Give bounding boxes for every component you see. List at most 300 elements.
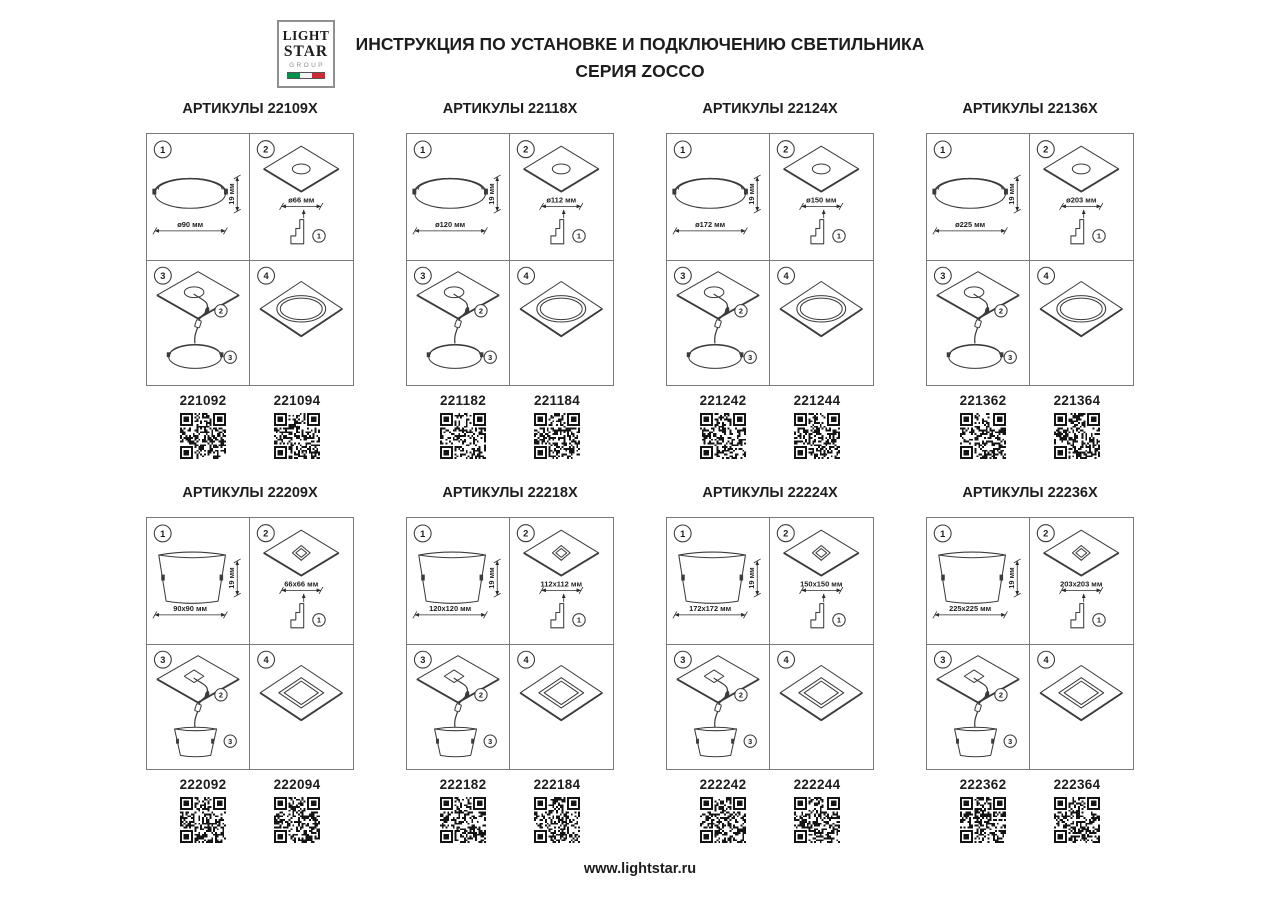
- svg-text:1: 1: [836, 231, 842, 241]
- product-code-column: [1036, 393, 1118, 459]
- diagram-drawing: [250, 518, 353, 644]
- logo-word-light: LIGHT: [282, 28, 330, 44]
- diagram-step-2: [1030, 134, 1133, 261]
- diagram-drawing: [250, 645, 353, 769]
- svg-text:4: 4: [1043, 270, 1049, 281]
- panel-header: АРТИКУЛЫ 22124X: [702, 101, 838, 117]
- svg-text:2: 2: [263, 144, 269, 155]
- installation-diagram-grid: [406, 517, 614, 770]
- svg-text:3: 3: [420, 270, 426, 281]
- svg-text:1: 1: [1096, 231, 1102, 241]
- product-codes: [146, 777, 354, 843]
- step-ref-badge: [1004, 351, 1016, 363]
- step-ref-badge: [573, 614, 585, 626]
- product-code-column: [776, 777, 858, 843]
- step-number-badge: [414, 141, 431, 158]
- diagram-step-1: [147, 518, 250, 645]
- ceiling-panel: [780, 666, 862, 721]
- fixture-side-view: [679, 552, 746, 603]
- svg-text:2: 2: [998, 306, 1003, 316]
- height-dimension: [1007, 175, 1021, 213]
- fixture-side-view: [159, 552, 226, 603]
- diagram-drawing: [147, 645, 249, 769]
- step-number-badge: [778, 651, 795, 668]
- ceiling-panel: [1044, 146, 1119, 191]
- panel-5: [146, 485, 354, 843]
- step-number-badge: [934, 525, 951, 542]
- svg-text:1: 1: [576, 231, 582, 241]
- title-line-2: СЕРИЯ ZOCCO: [575, 61, 705, 81]
- product-code-column: [256, 393, 338, 459]
- step-ref-badge: [744, 735, 756, 747]
- svg-text:3: 3: [748, 352, 753, 362]
- svg-text:1: 1: [420, 144, 426, 155]
- panels-row-top: [146, 101, 1134, 459]
- width-dimension: [673, 220, 748, 234]
- diagram-step-4: [510, 261, 613, 385]
- width-dimension: [933, 604, 1008, 618]
- height-dimension: [227, 175, 241, 213]
- svg-text:1: 1: [420, 528, 426, 539]
- qr-code: [440, 413, 486, 459]
- svg-text:4: 4: [523, 270, 529, 281]
- svg-text:2: 2: [998, 690, 1003, 700]
- step-number-badge: [517, 141, 534, 158]
- ceiling-cutout-hole: [292, 164, 310, 174]
- product-code-column: [256, 777, 338, 843]
- product-code: 221182: [439, 393, 487, 408]
- step-ref-badge: [735, 689, 747, 701]
- product-codes: [146, 393, 354, 459]
- fixture-hanging: [955, 727, 997, 757]
- document-title: [0, 28, 1280, 85]
- panel-header: АРТИКУЛЫ 22224X: [702, 485, 838, 501]
- installation-diagram-grid: [666, 517, 874, 770]
- diagram-drawing: [250, 261, 353, 385]
- qr-code: [700, 413, 746, 459]
- svg-text:ø172 мм: ø172 мм: [695, 219, 726, 229]
- svg-text:2: 2: [218, 690, 223, 700]
- fixture-side-view: [932, 178, 1008, 208]
- svg-text:2: 2: [523, 528, 529, 539]
- step-ref-badge: [484, 735, 496, 747]
- diagram-step-3: [927, 645, 1030, 769]
- svg-text:1: 1: [160, 528, 166, 539]
- mounting-clip-profile-icon: [811, 594, 824, 628]
- svg-text:120x120 мм: 120x120 мм: [429, 603, 472, 613]
- svg-text:172x172 мм: 172x172 мм: [689, 603, 732, 613]
- step-ref-badge: [484, 351, 496, 363]
- svg-text:3: 3: [1008, 352, 1013, 362]
- svg-text:3: 3: [488, 736, 493, 746]
- installation-diagram-grid: [926, 517, 1134, 770]
- product-code-column: [942, 393, 1024, 459]
- svg-text:19 мм: 19 мм: [487, 567, 497, 589]
- qr-code: [794, 413, 840, 459]
- qr-code: [960, 413, 1006, 459]
- diagram-step-4: [250, 261, 353, 385]
- step-ref-badge: [1093, 614, 1105, 626]
- diagram-drawing: [407, 134, 509, 260]
- product-codes: [926, 393, 1134, 459]
- svg-text:19 мм: 19 мм: [747, 567, 757, 589]
- diagram-drawing: [1030, 134, 1133, 260]
- diagram-drawing: [770, 261, 873, 385]
- fixture-side-view: [412, 178, 488, 208]
- width-dimension: [153, 220, 228, 234]
- product-code-column: [422, 777, 504, 843]
- diagram-step-3: [667, 645, 770, 769]
- svg-text:90x90 мм: 90x90 мм: [173, 603, 208, 613]
- qr-code: [700, 797, 746, 843]
- svg-text:1: 1: [940, 144, 946, 155]
- step-number-badge: [934, 267, 951, 284]
- diagram-drawing: [510, 261, 613, 385]
- width-dimension: [280, 579, 323, 593]
- mounting-clip-profile-icon: [291, 210, 304, 244]
- step-number-badge: [674, 267, 691, 284]
- svg-text:19 мм: 19 мм: [487, 183, 497, 205]
- ceiling-panel: [264, 530, 339, 575]
- fixture-hanging: [947, 344, 1004, 368]
- diagram-step-2: [250, 134, 353, 261]
- svg-text:3: 3: [160, 654, 166, 665]
- svg-text:1: 1: [1096, 615, 1102, 625]
- fixture-installed: [539, 678, 584, 708]
- product-code: 222182: [439, 777, 487, 792]
- step-number-badge: [154, 141, 171, 158]
- product-code: 222094: [273, 777, 321, 792]
- width-dimension: [800, 579, 843, 593]
- panel-4: [926, 101, 1134, 459]
- svg-text:1: 1: [836, 615, 842, 625]
- mounting-clip-profile-icon: [1071, 594, 1084, 628]
- svg-text:ø66 мм: ø66 мм: [288, 195, 315, 205]
- diagram-drawing: [510, 518, 613, 644]
- height-dimension: [487, 559, 501, 597]
- diagram-step-2: [510, 518, 613, 645]
- product-code: 222092: [179, 777, 227, 792]
- svg-text:3: 3: [228, 736, 233, 746]
- diagram-drawing: [667, 645, 769, 769]
- width-dimension: [1060, 195, 1103, 209]
- width-dimension: [800, 195, 843, 209]
- product-code-column: [162, 777, 244, 843]
- svg-text:4: 4: [263, 654, 269, 665]
- step-number-badge: [257, 141, 274, 158]
- diagram-drawing: [1030, 261, 1133, 385]
- qr-code: [180, 413, 226, 459]
- svg-text:ø203 мм: ø203 мм: [1066, 195, 1097, 205]
- logo-word-star: STAR: [283, 42, 329, 60]
- svg-text:2: 2: [478, 690, 483, 700]
- step-number-badge: [1038, 267, 1055, 284]
- ceiling-cutout-hole: [444, 287, 464, 298]
- ceiling-cutout-hole: [964, 670, 984, 683]
- fixture-installed: [279, 678, 324, 708]
- installation-diagram-grid: [146, 133, 354, 386]
- svg-text:2: 2: [478, 306, 483, 316]
- mounting-clip-profile-icon: [551, 594, 564, 628]
- step-number-badge: [1037, 525, 1054, 542]
- diagram-drawing: [510, 645, 613, 769]
- svg-text:19 мм: 19 мм: [227, 567, 237, 589]
- product-code: 222362: [959, 777, 1007, 792]
- ceiling-panel: [520, 282, 602, 337]
- svg-text:3: 3: [940, 270, 946, 281]
- step-ref-badge: [313, 230, 325, 242]
- svg-text:4: 4: [263, 270, 269, 281]
- panel-header: АРТИКУЛЫ 22109X: [182, 101, 318, 117]
- product-code-column: [776, 393, 858, 459]
- svg-text:2: 2: [783, 528, 789, 539]
- logo-word-group: GROUP: [289, 61, 325, 69]
- width-dimension: [1060, 579, 1103, 593]
- width-dimension: [413, 220, 488, 234]
- svg-text:150x150 мм: 150x150 мм: [800, 579, 843, 589]
- step-number-badge: [258, 651, 275, 668]
- ceiling-panel: [264, 146, 339, 191]
- fixture-hanging: [687, 344, 744, 368]
- step-ref-badge: [313, 614, 325, 626]
- ceiling-panel: [260, 666, 342, 721]
- panel-header: АРТИКУЛЫ 22118X: [442, 101, 578, 117]
- width-dimension: [280, 195, 323, 209]
- height-dimension: [747, 559, 761, 597]
- product-code: 221244: [793, 393, 841, 408]
- ceiling-cutout-hole: [812, 164, 830, 174]
- fixture-installed: [537, 296, 586, 322]
- diagram-step-1: [927, 518, 1030, 645]
- svg-text:3: 3: [940, 654, 946, 665]
- panels-row-bottom: [146, 485, 1134, 843]
- qr-code: [1054, 797, 1100, 843]
- product-code: 221184: [533, 393, 581, 408]
- mounting-clip-profile-icon: [811, 210, 824, 244]
- ceiling-panel: [784, 530, 859, 575]
- qr-code: [274, 797, 320, 843]
- mounting-clip-profile-icon: [291, 594, 304, 628]
- diagram-step-1: [407, 134, 510, 261]
- product-code-column: [516, 393, 598, 459]
- step-number-badge: [518, 651, 535, 668]
- website-url: www.lightstar.ru: [583, 861, 697, 877]
- mounting-clip-profile-icon: [551, 210, 564, 244]
- step-number-badge: [778, 267, 795, 284]
- step-number-badge: [934, 141, 951, 158]
- step-number-badge: [154, 525, 171, 542]
- step-number-badge: [517, 525, 534, 542]
- ceiling-cutout-hole: [1072, 546, 1090, 561]
- diagram-drawing: [927, 518, 1029, 644]
- panel-2: [406, 101, 614, 459]
- svg-text:ø120 мм: ø120 мм: [435, 219, 466, 229]
- step-ref-badge: [744, 351, 756, 363]
- product-code: 221364: [1053, 393, 1101, 408]
- ceiling-panel: [780, 282, 862, 337]
- step-number-badge: [674, 141, 691, 158]
- svg-text:1: 1: [316, 615, 322, 625]
- diagram-step-3: [407, 261, 510, 385]
- svg-text:2: 2: [738, 690, 743, 700]
- svg-text:ø225 мм: ø225 мм: [955, 219, 986, 229]
- diagram-step-4: [770, 261, 873, 385]
- ceiling-cutout-hole: [1072, 164, 1090, 174]
- step-number-badge: [674, 651, 691, 668]
- diagram-drawing: [147, 134, 249, 260]
- installation-diagram-grid: [666, 133, 874, 386]
- diagram-drawing: [407, 518, 509, 644]
- diagram-step-2: [510, 134, 613, 261]
- step-number-badge: [258, 267, 275, 284]
- step-ref-badge: [995, 305, 1007, 317]
- step-number-badge: [777, 141, 794, 158]
- svg-text:ø112 мм: ø112 мм: [546, 195, 577, 205]
- ceiling-cutout-hole: [292, 546, 310, 561]
- step-number-badge: [154, 267, 171, 284]
- product-code-column: [516, 777, 598, 843]
- fixture-hanging: [695, 727, 737, 757]
- product-code-column: [1036, 777, 1118, 843]
- ceiling-cutout-hole: [444, 670, 464, 683]
- diagram-step-2: [250, 518, 353, 645]
- product-code: 222184: [533, 777, 581, 792]
- step-ref-badge: [995, 689, 1007, 701]
- step-ref-badge: [1093, 230, 1105, 242]
- svg-text:3: 3: [680, 270, 686, 281]
- ceiling-cutout-hole: [552, 546, 570, 561]
- panel-6: [406, 485, 614, 843]
- ceiling-cutout-hole: [704, 287, 724, 298]
- svg-text:112x112 мм: 112x112 мм: [540, 579, 582, 589]
- step-number-badge: [414, 267, 431, 284]
- diagram-step-2: [770, 134, 873, 261]
- product-codes: [926, 777, 1134, 843]
- diagram-drawing: [667, 261, 769, 385]
- svg-text:1: 1: [680, 144, 686, 155]
- step-ref-badge: [215, 689, 227, 701]
- svg-text:19 мм: 19 мм: [227, 183, 237, 205]
- diagram-step-2: [770, 518, 873, 645]
- svg-text:2: 2: [263, 528, 269, 539]
- svg-text:ø150 мм: ø150 мм: [806, 195, 837, 205]
- step-number-badge: [414, 525, 431, 542]
- ceiling-panel: [524, 530, 599, 575]
- title-line-1: ИНСТРУКЦИЯ ПО УСТАНОВКЕ И ПОДКЛЮЧЕНИЮ СВЕТИЛЬНИКА: [355, 34, 925, 54]
- diagram-step-3: [147, 645, 250, 769]
- product-code: 221362: [959, 393, 1007, 408]
- diagram-drawing: [250, 134, 353, 260]
- product-code: 221242: [699, 393, 747, 408]
- svg-text:3: 3: [420, 654, 426, 665]
- product-codes: [406, 393, 614, 459]
- step-number-badge: [257, 525, 274, 542]
- product-code-column: [682, 393, 764, 459]
- step-ref-badge: [224, 735, 236, 747]
- fixture-side-view: [419, 552, 486, 603]
- panel-1: [146, 101, 354, 459]
- step-ref-badge: [475, 305, 487, 317]
- svg-text:3: 3: [228, 352, 233, 362]
- svg-text:2: 2: [1043, 528, 1049, 539]
- fixture-installed: [799, 678, 844, 708]
- step-ref-badge: [573, 230, 585, 242]
- fixture-installed: [1057, 296, 1106, 322]
- svg-text:4: 4: [783, 270, 789, 281]
- fixture-installed: [1059, 678, 1104, 708]
- svg-text:3: 3: [680, 654, 686, 665]
- height-dimension: [747, 175, 761, 213]
- diagram-drawing: [510, 134, 613, 260]
- ceiling-cutout-hole: [704, 670, 724, 683]
- diagram-step-3: [927, 261, 1030, 385]
- height-dimension: [227, 559, 241, 597]
- diagram-step-4: [250, 645, 353, 769]
- svg-text:225x225 мм: 225x225 мм: [949, 603, 992, 613]
- product-code: 222244: [793, 777, 841, 792]
- svg-text:4: 4: [783, 654, 789, 665]
- diagram-drawing: [927, 134, 1029, 260]
- svg-text:3: 3: [488, 352, 493, 362]
- fixture-side-view: [152, 178, 228, 208]
- qr-code: [1054, 413, 1100, 459]
- svg-text:4: 4: [1043, 654, 1049, 665]
- step-ref-badge: [475, 689, 487, 701]
- svg-text:3: 3: [748, 736, 753, 746]
- diagram-step-4: [510, 645, 613, 769]
- diagram-drawing: [667, 518, 769, 644]
- step-number-badge: [934, 651, 951, 668]
- svg-text:66x66 мм: 66x66 мм: [284, 579, 319, 589]
- step-number-badge: [777, 525, 794, 542]
- svg-text:2: 2: [218, 306, 223, 316]
- diagram-drawing: [1030, 645, 1133, 769]
- step-ref-badge: [215, 305, 227, 317]
- svg-text:1: 1: [940, 528, 946, 539]
- diagram-step-4: [1030, 261, 1133, 385]
- diagram-step-4: [770, 645, 873, 769]
- panel-header: АРТИКУЛЫ 22136X: [962, 101, 1098, 117]
- step-ref-badge: [224, 351, 236, 363]
- ceiling-panel: [784, 146, 859, 191]
- product-code: 221092: [179, 393, 227, 408]
- ceiling-cutout-hole: [184, 287, 204, 298]
- svg-text:2: 2: [783, 144, 789, 155]
- diagram-step-1: [667, 134, 770, 261]
- step-ref-badge: [735, 305, 747, 317]
- fixture-installed: [797, 296, 846, 322]
- fixture-hanging: [435, 727, 477, 757]
- step-number-badge: [414, 651, 431, 668]
- qr-code: [534, 797, 580, 843]
- svg-text:19 мм: 19 мм: [1007, 567, 1017, 589]
- width-dimension: [153, 604, 228, 618]
- qr-code: [274, 413, 320, 459]
- diagram-drawing: [927, 645, 1029, 769]
- qr-code: [440, 797, 486, 843]
- panel-7: [666, 485, 874, 843]
- diagram-step-3: [407, 645, 510, 769]
- width-dimension: [540, 579, 583, 593]
- svg-text:3: 3: [1008, 736, 1013, 746]
- diagram-step-1: [667, 518, 770, 645]
- diagram-drawing: [147, 261, 249, 385]
- svg-text:19 мм: 19 мм: [747, 183, 757, 205]
- ceiling-cutout-hole: [184, 670, 204, 683]
- installation-diagram-grid: [406, 133, 614, 386]
- diagram-drawing: [407, 261, 509, 385]
- panel-header: АРТИКУЛЫ 22218X: [442, 485, 578, 501]
